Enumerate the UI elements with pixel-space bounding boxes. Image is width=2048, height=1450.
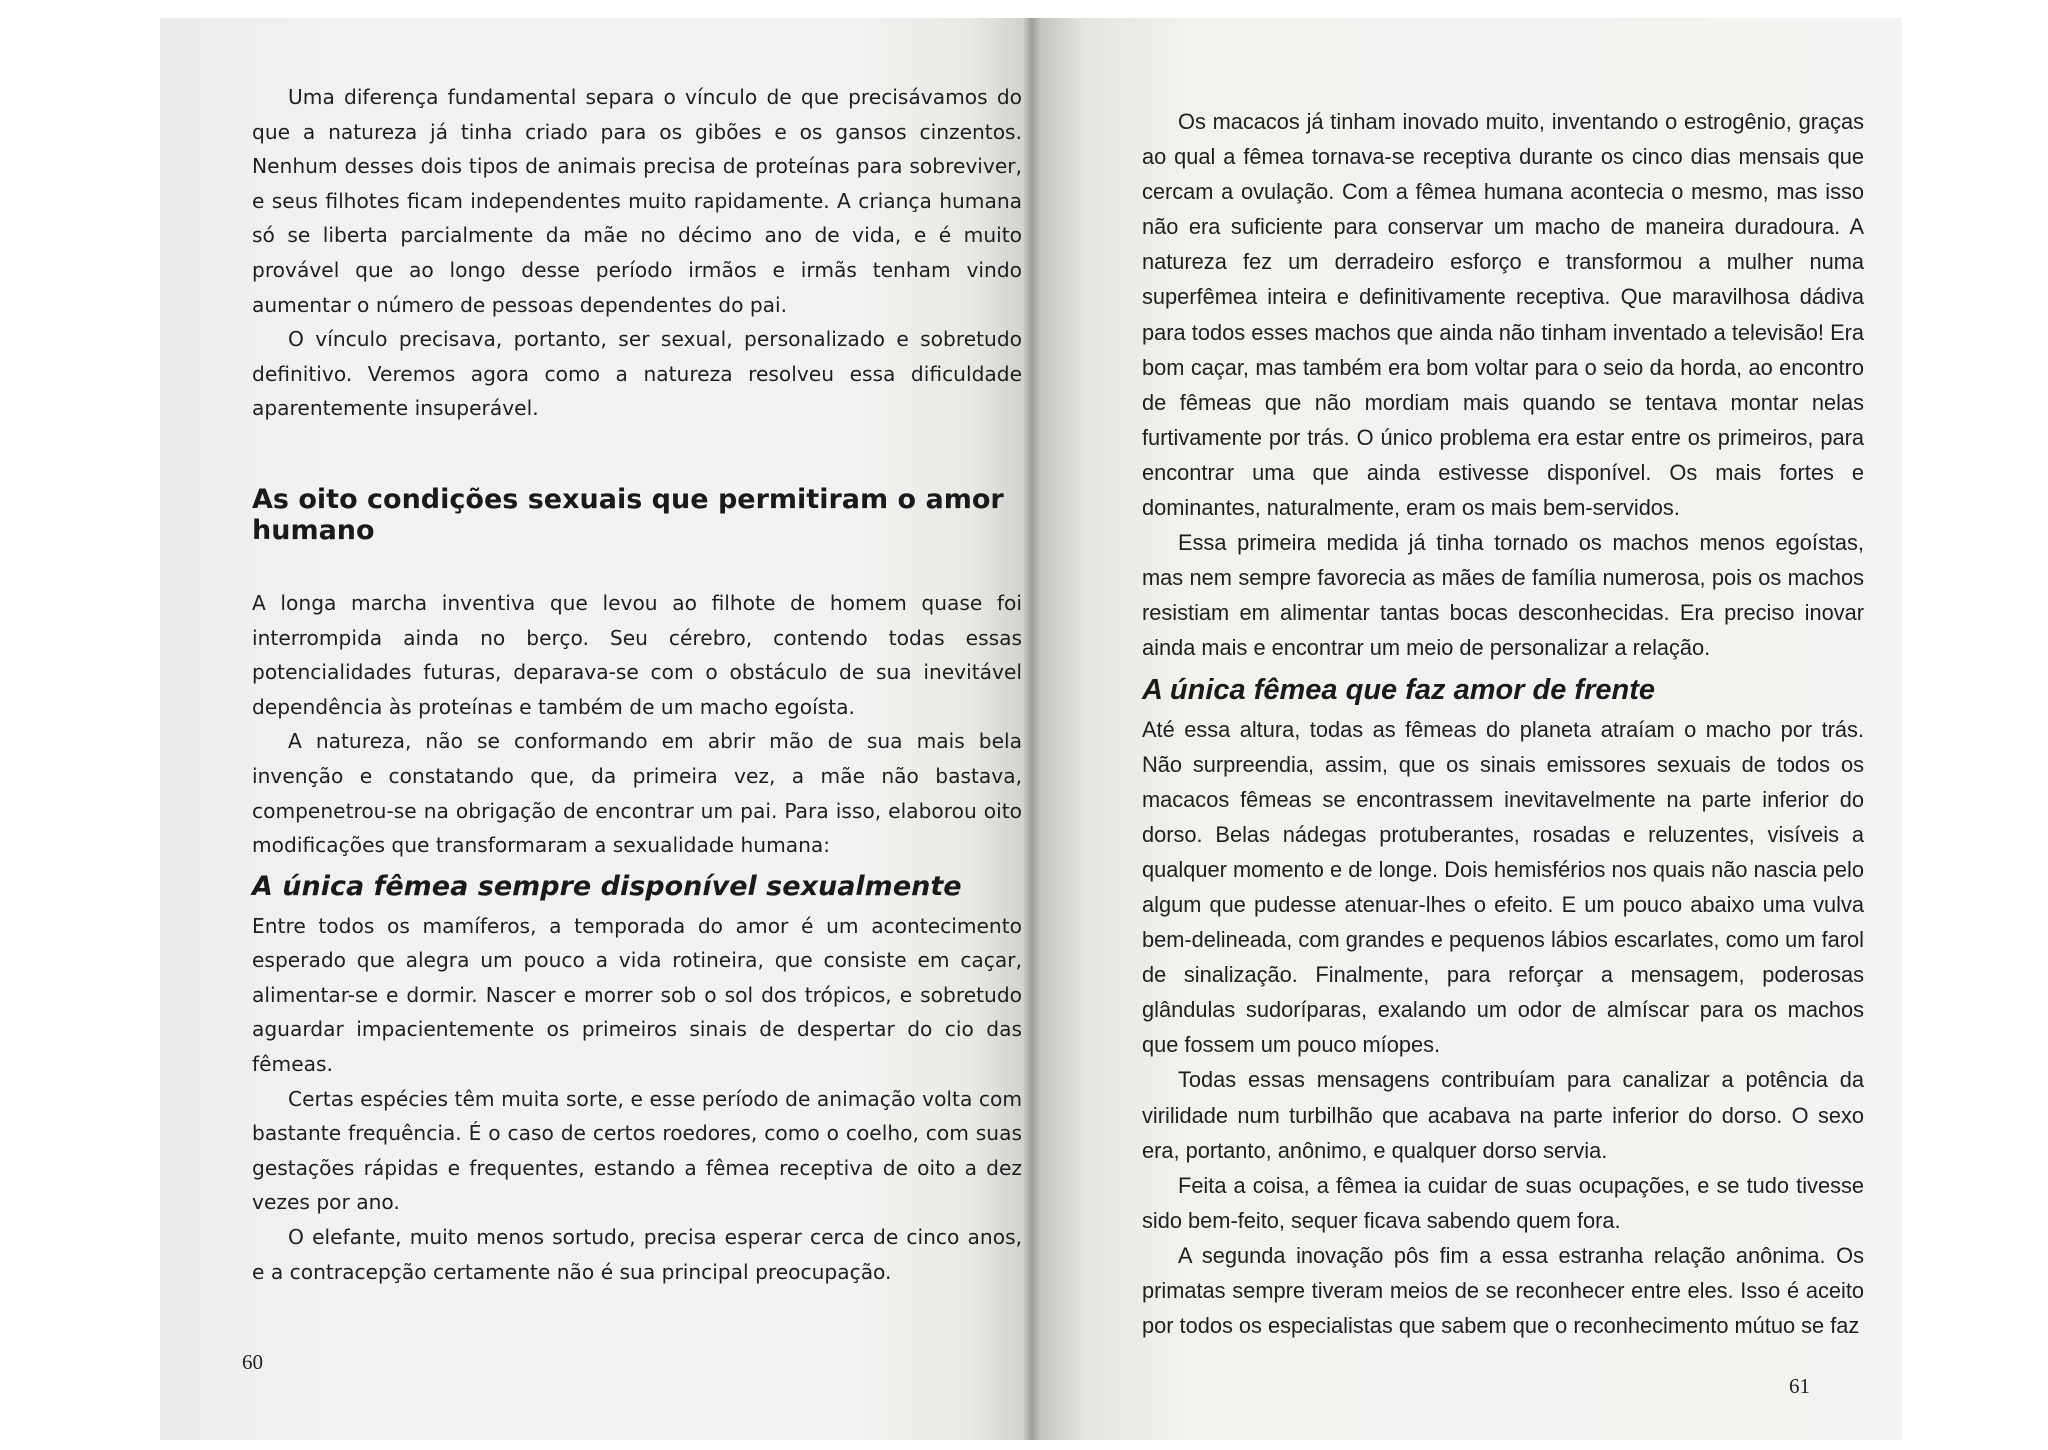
book-spread [160, 18, 1902, 1440]
left-page-number: 60 [242, 1350, 263, 1374]
left-section-paragraph-2: A natureza, não se conformando em abrir mão de sua mais bela invenção e constatando que, da primeira vez, a mãe não bastava, compenetrou-se na obrigação de encontrar um pai. Para isso, elaborou oito modificações que transformaram a sexualidade humana: [252, 729, 1022, 858]
left-page [160, 18, 1032, 1440]
right-page [1032, 18, 1902, 1440]
right-top-paragraph-2: Essa primeira medida já tinha tornado os machos menos egoístas, mas nem sempre favorecia as mães de família numerosa, pois os machos resistiam em alimentar tantas bocas desconhecidas. Era preciso inovar ainda mais e encontrar um meio de personalizar a relação. [1142, 530, 1864, 661]
right-top-paragraph-1: Os macacos já tinham inovado muito, inventando o estrogênio, graças ao qual a fêmea tornava-se receptiva durante os cinco dias mensais que cercam a ovulação. Com a fêmea humana acontecia o mesmo, mas isso não era suficiente para conservar um macho de maneira duradoura. A natureza fez um derradeiro esforço e transformou a mulher numa superfêmea inteira e definitivamente receptiva. Que maravilhosa dádiva para todos esses machos que ainda não tinham inventado a televisão! Era bom caçar, mas também era bom voltar para o seio da horda, ao encontro de fêmeas que não mordiam mais quando se tentava montar nelas furtivamente por trás. O único problema era estar entre os primeiros, para encontrar uma que ainda estivesse disponível. Os mais fortes e dominantes, naturalmente, eram os mais bem-servidos. [1142, 109, 1864, 521]
left-text-column [252, 80, 1022, 1289]
right-sub-paragraph-2: Todas essas mensagens contribuíam para canalizar a potência da virilidade num turbilhão que acabava na parte inferior do dorso. O sexo era, portanto, anônimo, e qualquer dorso servia. [1142, 1067, 1864, 1163]
left-sub-paragraph-1: Entre todos os mamíferos, a temporada do amor é um acontecimento esperado que alegra um pouco a vida rotineira, que consiste em caçar, alimentar-se e dormir. Nascer e morrer sob o sol dos trópicos, e sobretudo aguardar impacientemente os primeiros sinais de despertar do cio das fêmeas. [252, 913, 1022, 1077]
right-sub-paragraph-1: Até essa altura, todas as fêmeas do planeta atraíam o macho por trás. Não surpreendia, assim, que os sinais emissores sexuais de todos os macacos fêmeas se encontrassem inevitavelmente na parte inferior do dorso. Belas nádegas protuberantes, rosadas e reluzentes, visíveis a qualquer momento e de longe. Dois hemisférios nos quais não nascia pelo algum que pudesse atenuar-lhes o efeito. E um pouco abaixo uma vulva bem-delineada, com grandes e pequenos lábios escarlates, como um farol de sinalização. Finalmente, para reforçar a mensagem, poderosas glândulas sudoríparas, exalando um odor de almíscar para os machos que fossem um pouco míopes. [1142, 716, 1864, 1058]
left-sub-paragraph-3: O elefante, muito menos sortudo, precisa esperar cerca de cinco anos, e a contracepção certamente não é sua principal preocupação. [252, 1225, 1022, 1284]
right-text-column [1142, 104, 1864, 1343]
left-intro-paragraph-2: O vínculo precisava, portanto, ser sexual, personalizado e sobretudo definitivo. Veremos agora como a natureza resolveu essa dificuldade aparentemente insuperável. [252, 327, 1022, 421]
right-sub-heading: A única fêmea que faz amor de frente [1142, 673, 1656, 706]
left-section-paragraph-1: A longa marcha inventiva que levou ao filhote de homem quase foi interrompida ainda no berço. Seu cérebro, contendo todas essas potencialidades futuras, deparava-se com o obstáculo de sua inevitável dependência às proteínas e também de um macho egoísta. [252, 590, 1022, 719]
section-heading: As oito condições sexuais que permitiram o amor humano [252, 483, 1004, 546]
left-sub-paragraph-2: Certas espécies têm muita sorte, e esse período de animação volta com bastante frequência. É o caso de certos roedores, como o coelho, com suas gestações rápidas e frequentes, estando a fêmea receptiva de oito a dez vezes por ano. [252, 1086, 1022, 1215]
book-gutter-shadow [1024, 18, 1040, 1440]
left-sub-heading: A única fêmea sempre disponível sexualmente [252, 870, 962, 902]
right-page-number: 61 [1789, 1374, 1810, 1398]
right-sub-paragraph-4: A segunda inovação pôs fim a essa estranha relação anônima. Os primatas sempre tiveram meios de se reconhecer entre eles. Isso é aceito por todos os especialistas que sabem que o reconhecimento mútuo se faz [1142, 1242, 1864, 1339]
left-intro-paragraph-1: Uma diferença fundamental separa o vínculo de que precisávamos do que a natureza já tinha criado para os gibões e os gansos cinzentos. Nenhum desses dois tipos de animais precisa de proteínas para sobreviver, e seus filhotes ficam independentes muito rapidamente. A criança humana só se liberta parcialmente da mãe no décimo ano de vida, e é muito provável que ao longo desse período irmãos e irmãs tenham vindo aumentar o número de pessoas dependentes do pai. [252, 85, 1022, 317]
right-sub-paragraph-3: Feita a coisa, a fêmea ia cuidar de suas ocupações, e se tudo tivesse sido bem-feito, sequer ficava sabendo quem fora. [1142, 1172, 1864, 1233]
